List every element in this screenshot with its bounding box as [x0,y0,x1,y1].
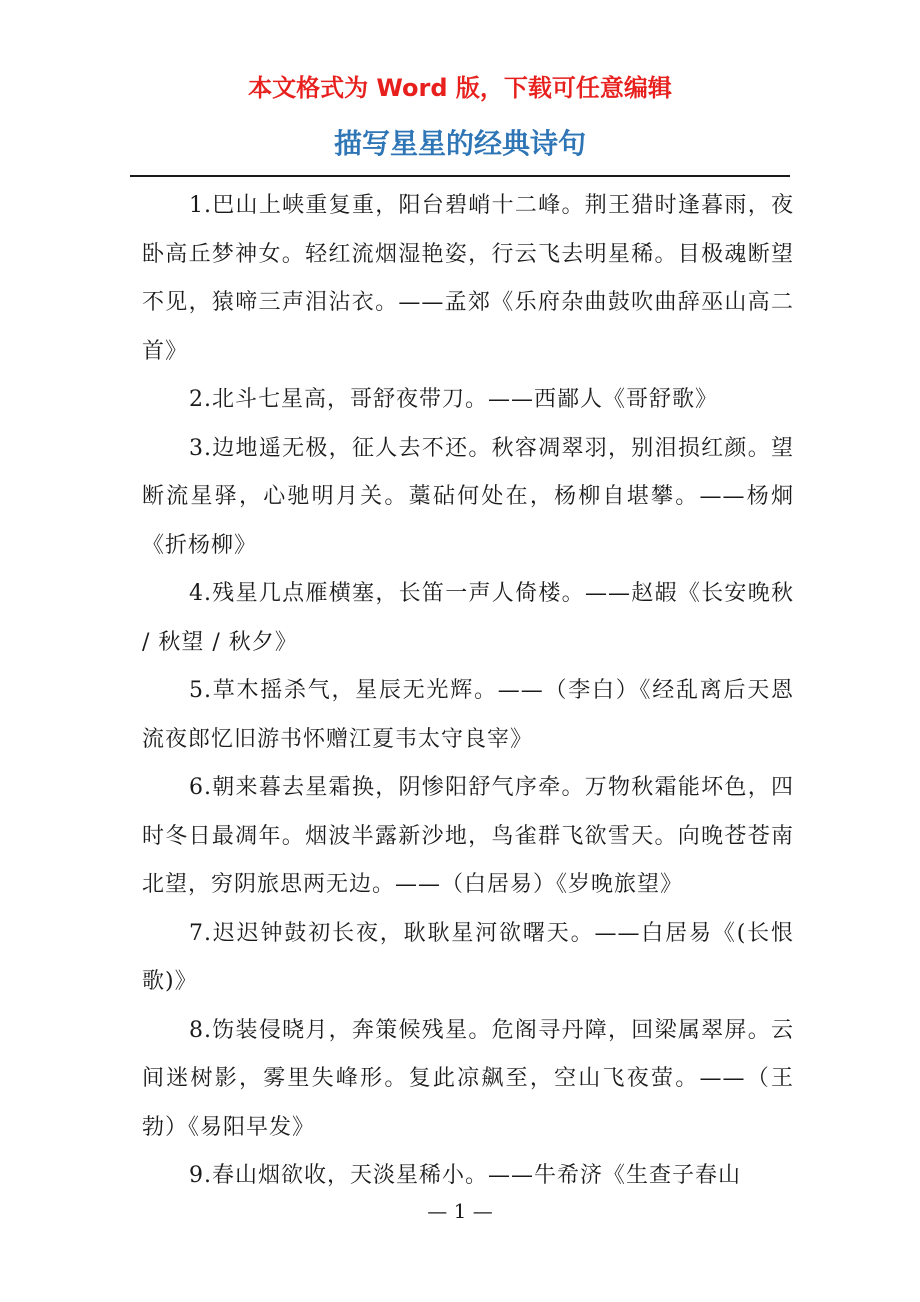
poem-paragraph-2: 2.北斗七星高，哥舒夜带刀。——西鄙人《哥舒歌》 [189,387,718,412]
poem-paragraph-3: 3.边地遥无极，征人去不还。秋容凋翠羽，别泪损红颜。望断流星驿，心驰明月关。藁砧何处在，杨柳自堪攀。——杨炯《折杨柳》 [142,435,794,558]
title-divider [130,175,790,177]
document-body [142,182,794,1201]
page-number: — 1 — [427,1199,493,1223]
poem-paragraph-5: 5.草木摇杀气，星辰无光辉。——（李白）《经乱离后天恩流夜郎忆旧游书怀赠江夏韦太守良宰》 [142,678,794,752]
document-title: 描写星星的经典诗句 [333,127,586,160]
download-banner: 本文格式为 Word 版，下载可任意编辑 [248,74,672,102]
poem-paragraph-8: 8.饬装侵晓月，奔策候残星。危阁寻丹障，回梁属翠屏。云间迷树影，雾里失峰形。复此凉飙至，空山飞夜萤。——（王勃）《易阳早发》 [142,1017,794,1140]
poem-paragraph-4: 4.残星几点雁横塞，长笛一声人倚楼。——赵嘏《长安晚秋 / 秋望 / 秋夕》 [142,581,794,655]
poem-paragraph-1: 1.巴山上峡重复重，阳台碧峭十二峰。荆王猎时逢暮雨，夜卧高丘梦神女。轻红流烟湿艳姿，行云飞去明星稀。目极魂断望不见，猿啼三声泪沾衣。——孟郊《乐府杂曲鼓吹曲辞巫山高二首》 [142,193,794,364]
poem-paragraph-6: 6.朝来暮去星霜换，阴惨阳舒气序牵。万物秋霜能坏色，四时冬日最凋年。烟波半露新沙地，鸟雀群飞欲雪天。向晚苍苍南北望，穷阴旅思两无边。——（白居易）《岁晚旅望》 [142,775,794,897]
poem-paragraph-7: 7.迟迟钟鼓初长夜，耿耿星河欲曙天。——白居易《(长恨歌)》 [142,920,794,994]
poem-paragraph-9: 9.春山烟欲收，天淡星稀小。——牛希济《生查子春山 [189,1163,741,1188]
